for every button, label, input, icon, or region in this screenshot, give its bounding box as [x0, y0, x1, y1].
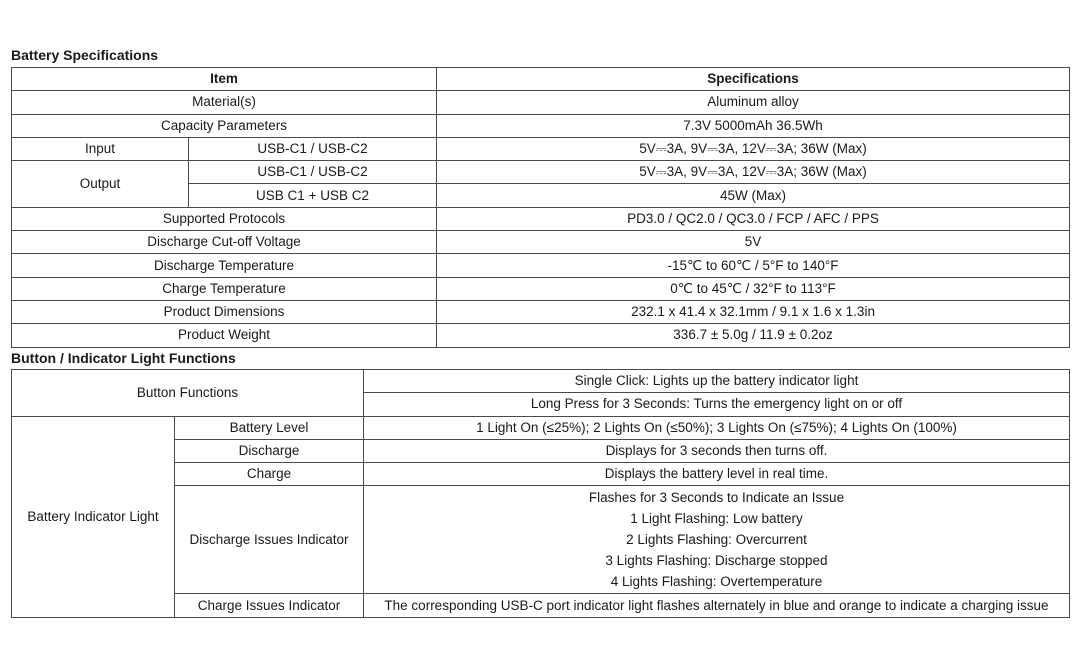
discharge-issues-line: 3 Lights Flashing: Discharge stopped	[605, 553, 828, 569]
charge-issues-value: The corresponding USB-C port indicator light flashes alternately in blue and orange to indicate a charging issue	[364, 594, 1070, 617]
row-label: Capacity Parameters	[12, 114, 437, 137]
charge-value: Displays the battery level in real time.	[364, 463, 1070, 486]
table-row	[12, 254, 1070, 277]
row-port: USB-C1 / USB-C2	[189, 161, 437, 184]
table-row	[12, 231, 1070, 254]
table-row	[12, 114, 1070, 137]
table-row	[12, 370, 1070, 393]
discharge-issues-line: 2 Lights Flashing: Overcurrent	[626, 532, 807, 548]
table-row	[12, 161, 1070, 184]
row-label: Supported Protocols	[12, 207, 437, 230]
discharge-value: Displays for 3 seconds then turns off.	[364, 439, 1070, 462]
table-row	[12, 277, 1070, 300]
charge-label: Charge	[175, 463, 364, 486]
row-label: Product Dimensions	[12, 300, 437, 323]
table-row	[12, 207, 1070, 230]
row-label: Input	[12, 137, 189, 160]
long-press-value: Long Press for 3 Seconds: Turns the emergency light on or off	[364, 393, 1070, 416]
row-label: Discharge Temperature	[12, 254, 437, 277]
charge-issues-label: Charge Issues Indicator	[175, 594, 364, 617]
table-row	[12, 91, 1070, 114]
row-value: 5V	[437, 231, 1070, 254]
table-row	[12, 137, 1070, 160]
button-functions-table	[11, 369, 1070, 618]
table-row	[12, 416, 1070, 439]
discharge-issues-label: Discharge Issues Indicator	[175, 486, 364, 594]
battery-indicator-label: Battery Indicator Light	[12, 416, 175, 617]
button-functions-label: Button Functions	[12, 370, 364, 417]
table-row	[12, 324, 1070, 347]
battery-level-label: Battery Level	[175, 416, 364, 439]
row-label: Charge Temperature	[12, 277, 437, 300]
row-port: USB-C1 / USB-C2	[189, 137, 437, 160]
button-functions-title: Button / Indicator Light Functions	[11, 350, 236, 366]
battery-level-value: 1 Light On (≤25%); 2 Lights On (≤50%); 3 Lights On (≤75%); 4 Lights On (100%)	[364, 416, 1070, 439]
row-value: Aluminum alloy	[437, 91, 1070, 114]
table-header-row	[12, 68, 1070, 91]
table-row	[12, 300, 1070, 323]
row-label: Material(s)	[12, 91, 437, 114]
row-value: 45W (Max)	[437, 184, 1070, 207]
row-value: 232.1 x 41.4 x 32.1mm / 9.1 x 1.6 x 1.3in	[437, 300, 1070, 323]
row-value: 336.7 ± 5.0g / 11.9 ± 0.2oz	[437, 324, 1070, 347]
battery-specifications-title: Battery Specifications	[11, 47, 159, 63]
row-label: Output	[12, 161, 189, 208]
row-label: Discharge Cut-off Voltage	[12, 231, 437, 254]
discharge-label: Discharge	[175, 439, 364, 462]
header-item: Item	[12, 68, 437, 91]
header-specifications: Specifications	[437, 68, 1070, 91]
discharge-issues-line: 4 Lights Flashing: Overtemperature	[610, 574, 823, 590]
row-value: PD3.0 / QC2.0 / QC3.0 / FCP / AFC / PPS	[437, 207, 1070, 230]
row-value: 0℃ to 45℃ / 32°F to 113°F	[437, 277, 1070, 300]
row-label: Product Weight	[12, 324, 437, 347]
row-value: 5V⎓3A, 9V⎓3A, 12V⎓3A; 36W (Max)	[437, 161, 1070, 184]
row-value: 7.3V 5000mAh 36.5Wh	[437, 114, 1070, 137]
row-port: USB C1 + USB C2	[189, 184, 437, 207]
discharge-issues-line: Flashes for 3 Seconds to Indicate an Issue	[588, 490, 845, 506]
discharge-issues-value	[364, 486, 1070, 594]
battery-specifications-table	[11, 67, 1070, 348]
single-click-value: Single Click: Lights up the battery indicator light	[364, 370, 1070, 393]
row-value: 5V⎓3A, 9V⎓3A, 12V⎓3A; 36W (Max)	[437, 137, 1070, 160]
row-value: -15℃ to 60℃ / 5°F to 140°F	[437, 254, 1070, 277]
discharge-issues-line: 1 Light Flashing: Low battery	[630, 511, 803, 527]
